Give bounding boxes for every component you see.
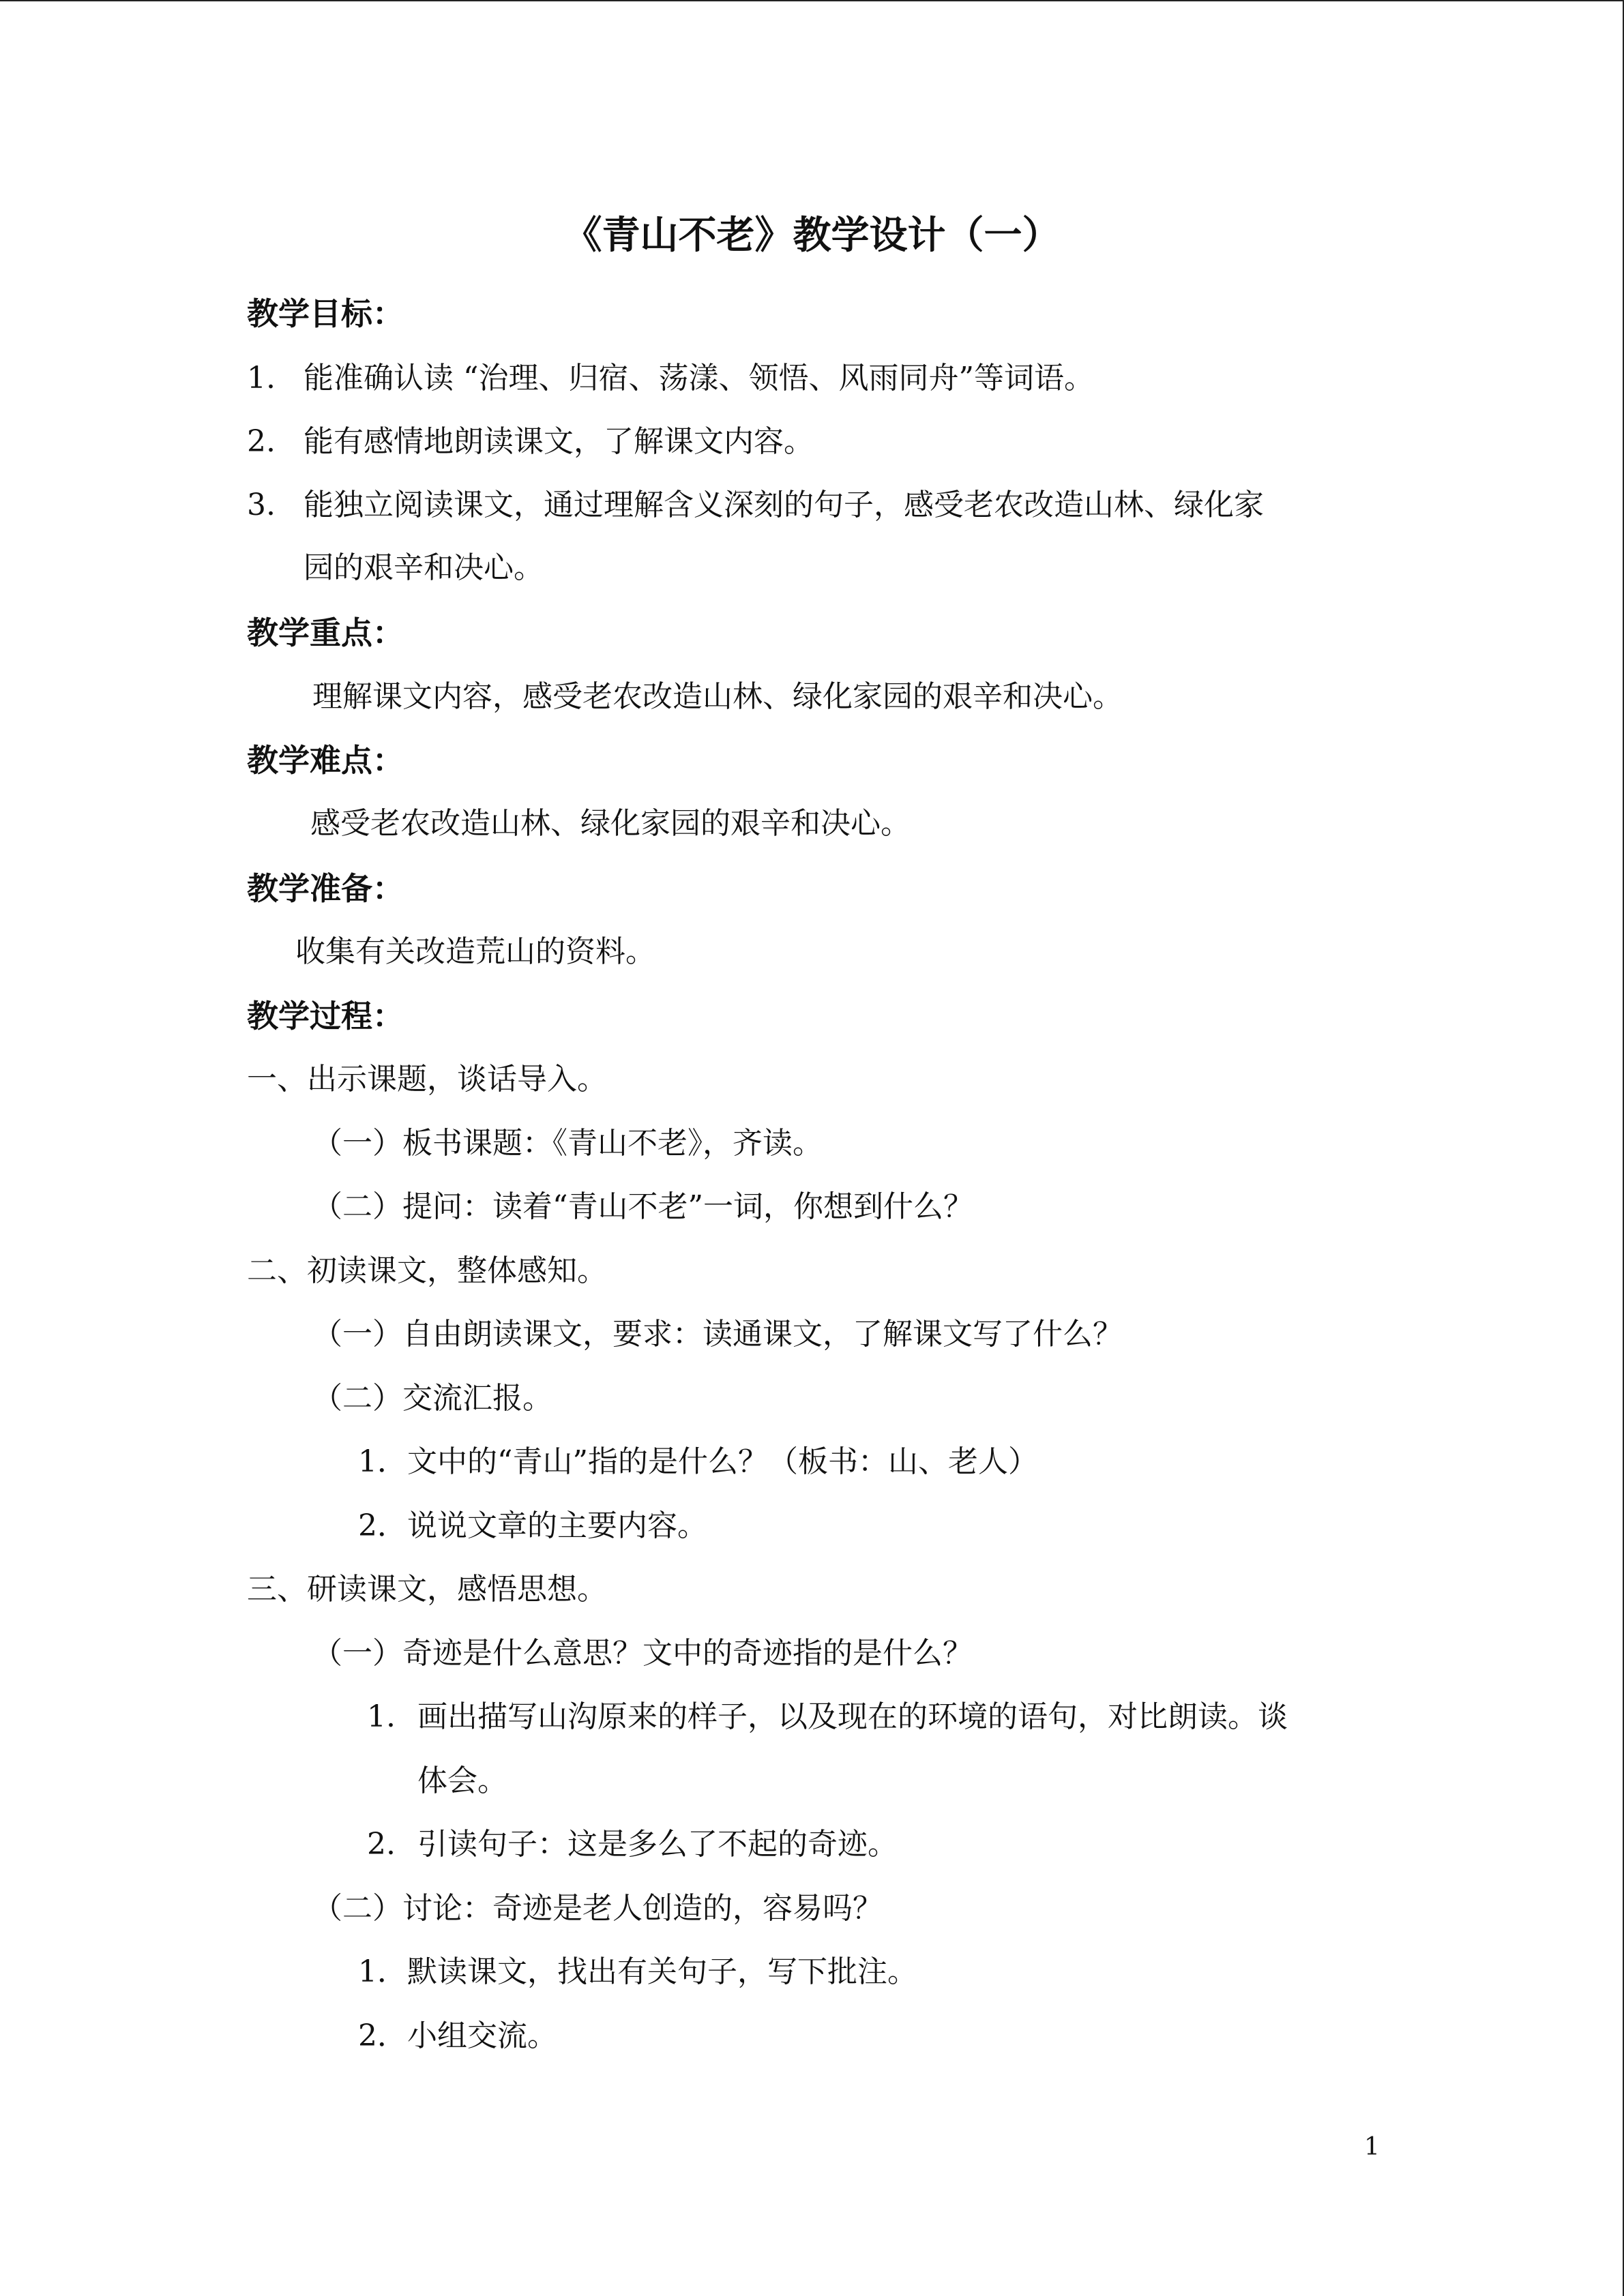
section-1-item-a: （一）板书课题：《青山不老》，齐读。 xyxy=(312,1126,823,1161)
section-2-subitem-2: 2．说说文章的主要内容。 xyxy=(358,1508,707,1543)
section-3-subitem-1-number: 1. xyxy=(367,1699,396,1734)
section-3-title: 三、研读课文，感悟思想。 xyxy=(247,1572,607,1607)
objective-2-number: 2. xyxy=(247,424,276,459)
section-2-item-b: （二）交流汇报。 xyxy=(312,1381,552,1416)
objective-3-continuation: 园的艰辛和决心。 xyxy=(304,550,544,585)
process-heading: 教学过程： xyxy=(247,998,404,1034)
objective-2-text: 能有感情地朗读课文，了解课文内容。 xyxy=(304,424,814,459)
section-3-item-a: （一）奇迹是什么意思？文中的奇迹指的是什么？ xyxy=(312,1636,973,1671)
difficulties-heading: 教学难点： xyxy=(247,742,404,779)
section-3-subitem-2-number: 2. xyxy=(367,1827,396,1862)
section-3-item-b: （二）讨论：奇迹是老人创造的，容易吗？ xyxy=(312,1891,883,1926)
objectives-heading: 教学目标： xyxy=(247,295,404,332)
page-number: 1 xyxy=(1364,2133,1380,2161)
section-3-subitem-b2: 2．小组交流。 xyxy=(358,2018,557,2053)
key-points-text: 理解课文内容，感受老农改造山林、绿化家园的艰辛和决心。 xyxy=(312,679,1123,714)
preparation-text: 收集有关改造荒山的资料。 xyxy=(295,934,655,969)
section-2-title: 二、初读课文，整体感知。 xyxy=(247,1253,607,1288)
section-1-title: 一、出示课题，谈话导入。 xyxy=(247,1062,607,1097)
section-1-item-b: （二）提问：读着“青山不老”一词，你想到什么？ xyxy=(312,1189,973,1224)
objective-3-number: 3. xyxy=(247,488,276,522)
section-2-item-a: （一）自由朗读课文，要求：读通课文，了解课文写了什么？ xyxy=(312,1317,1123,1352)
page-title: 《青山不老》教学设计（一） xyxy=(563,213,1061,258)
section-3-subitem-2-text: 引读句子：这是多么了不起的奇迹。 xyxy=(417,1827,898,1862)
section-3-subitem-b1: 1．默读课文，找出有关句子，写下批注。 xyxy=(358,1954,917,1989)
section-3-subitem-1-continuation: 体会。 xyxy=(417,1763,507,1798)
section-2-subitem-1: 1．文中的“青山”指的是什么？（板书：山、老人） xyxy=(358,1444,1038,1479)
objective-1-text: 能准确认读 “治理、归宿、荡漾、领悟、风雨同舟”等词语。 xyxy=(304,361,1094,396)
preparation-heading: 教学准备： xyxy=(247,870,404,907)
page-top-border xyxy=(0,0,1624,1)
key-points-heading: 教学重点： xyxy=(247,614,404,651)
section-3-subitem-1-text: 画出描写山沟原来的样子，以及现在的环境的语句，对比朗读。谈 xyxy=(417,1699,1288,1734)
difficulties-text: 感受老农改造山林、绿化家园的艰辛和决心。 xyxy=(310,806,911,841)
objective-3-text: 能独立阅读课文，通过理解含义深刻的句子，感受老农改造山林、绿化家 xyxy=(304,488,1264,522)
objective-1-number: 1. xyxy=(247,361,276,396)
